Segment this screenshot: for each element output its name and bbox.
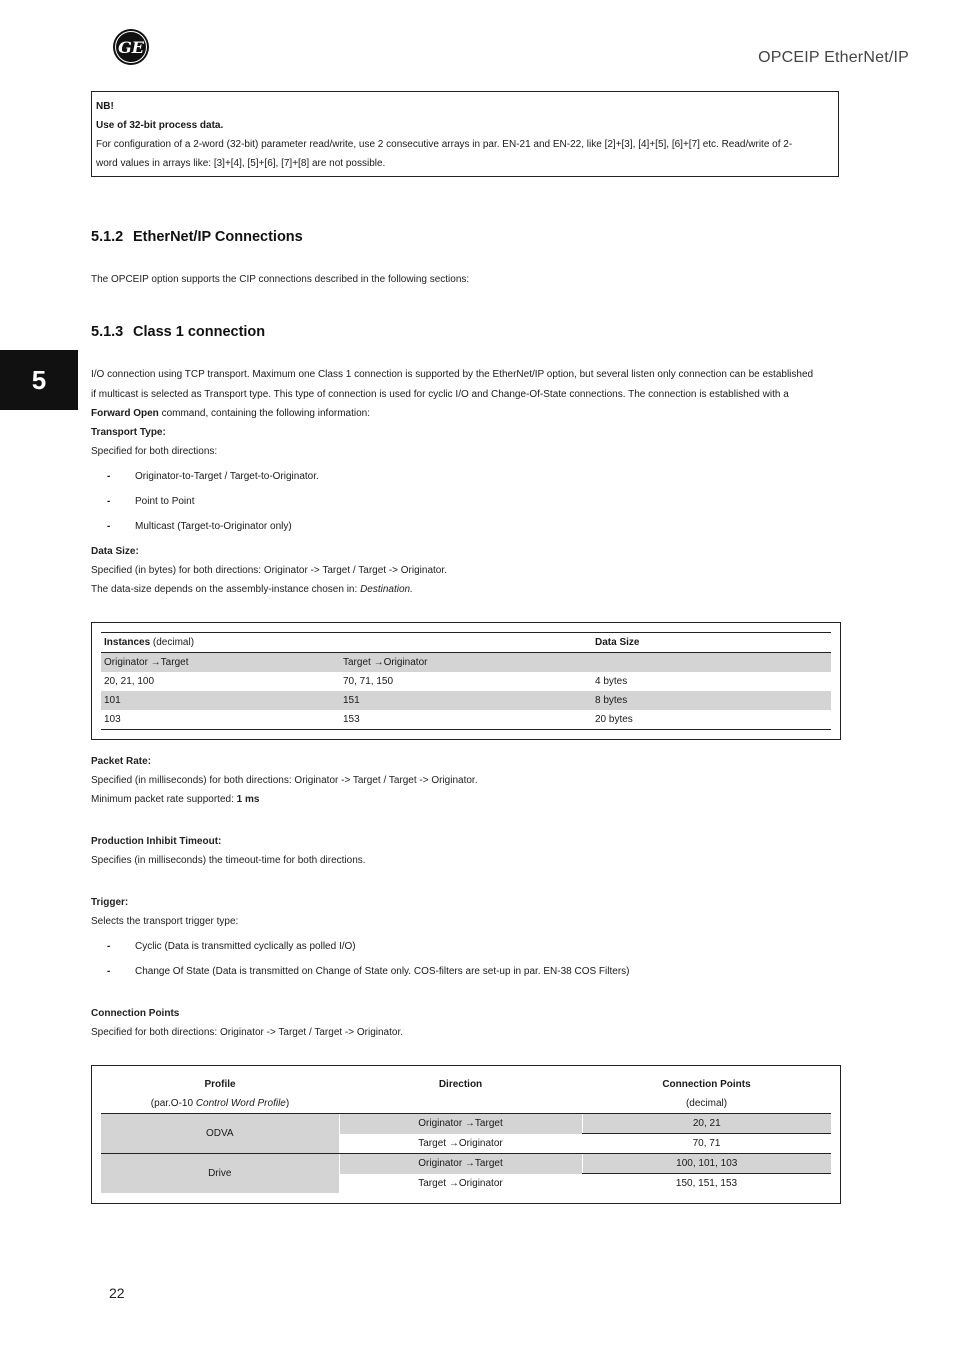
subheader-ot: Originator →Target (101, 653, 340, 673)
chapter-tab: 5 (0, 350, 78, 410)
packet-heading: Packet Rate: (91, 756, 152, 767)
packet-line-1: Specified (in milliseconds) for both directions: Originator -> Target / Target -> Originator. (91, 775, 478, 786)
list-item: - Change Of State (Data is transmitted on Change of State only. COS-filters are set-up in par. EN-38 COS Filters) (107, 966, 630, 977)
datasize-line-1: Specified (in bytes) for both directions: Originator -> Target / Target -> Originator. (91, 565, 447, 576)
connection-points-table-box (91, 1065, 841, 1204)
table-row: Drive Originator →Target 100, 101, 103 (101, 1154, 831, 1174)
table-row: 101 151 8 bytes (101, 691, 831, 710)
intro-line-1: I/O connection using TCP transport. Maximum one Class 1 connection is supported by the EtherNet/IP option, but several listen only connection can be established (91, 369, 814, 380)
note-line-2: word values in arrays like: [3]+[4], [5]+[6], [7]+[8] are not possible. (96, 158, 386, 169)
inhibit-text: Specifies (in milliseconds) the timeout-time for both directions. (91, 855, 366, 866)
table-row: 103 153 20 bytes (101, 710, 831, 730)
packet-line-2: Minimum packet rate supported: 1 ms (91, 794, 260, 805)
note-label: NB! (96, 101, 114, 112)
forward-open-term: Forward Open (91, 408, 159, 419)
section-512-text: The OPCEIP option supports the CIP connections described in the following sections: (91, 274, 470, 285)
transport-text: Specified for both directions: (91, 446, 218, 457)
page-number: 22 (109, 1285, 125, 1301)
intro-line-3: Forward Open command, containing the following information: (91, 408, 371, 419)
intro-line-2: if multicast is selected as Transport type. This type of connection is used for cyclic I/O and Change-Of-State connections. The connection is established with a (91, 388, 789, 400)
table-row: Target →Originator 70, 71 (418, 1137, 721, 1149)
subheader-profile: (par.O-10 Control Word Profile) (150, 1098, 290, 1109)
section-512-number: 5.1.2 (91, 229, 124, 245)
list-item: - Multicast (Target-to-Originator only) (107, 521, 292, 532)
trigger-text: Selects the transport trigger type: (91, 916, 239, 927)
section-512-title: EtherNet/IP Connections (133, 229, 303, 245)
note-title: Use of 32-bit process data. (96, 120, 224, 131)
inhibit-heading: Production Inhibit Timeout: (91, 836, 222, 847)
subheader-empty (592, 653, 831, 673)
transport-heading: Transport Type: (91, 427, 166, 438)
list-item: - Cyclic (Data is transmitted cyclically as polled I/O) (107, 941, 356, 952)
header-direction: Direction (438, 1079, 483, 1090)
table-header-row (101, 633, 831, 653)
table-header-row (101, 1075, 831, 1094)
instances-table-box (91, 622, 841, 740)
class1-intro (91, 365, 841, 424)
table-subheader-row (101, 653, 831, 673)
note-box (91, 91, 839, 177)
profile-cell: Drive (101, 1154, 339, 1194)
table-row: ODVA Originator →Target 20, 21 (101, 1114, 831, 1134)
trigger-heading: Trigger: (91, 897, 129, 908)
datasize-heading: Data Size: (91, 546, 139, 557)
header-connection-points: Connection Points (662, 1079, 751, 1090)
header-data-size: Data Size (592, 633, 831, 653)
header-profile: Profile (204, 1079, 236, 1090)
list-item: - Originator-to-Target / Target-to-Originator. (107, 471, 319, 482)
subheader-decimal: (decimal) (685, 1098, 728, 1109)
section-513-number: 5.1.3 (91, 324, 124, 340)
section-513-title: Class 1 connection (133, 324, 266, 340)
table-row: 20, 21, 100 70, 71, 150 4 bytes (104, 676, 628, 687)
svg-text:GE: GE (118, 38, 144, 57)
ge-logo (112, 28, 150, 66)
instances-table (101, 632, 831, 730)
section-513-heading (91, 324, 265, 340)
connection-points-text: Specified for both directions: Originator -> Target / Target -> Originator. (91, 1027, 404, 1038)
datasize-line-2: The data-size depends on the assembly-instance chosen in: Destination. (91, 584, 413, 595)
subheader-to: Target →Originator (340, 653, 592, 673)
note-line-1: For configuration of a 2-word (32-bit) parameter read/write, use 2 consecutive arrays in par. EN-21 and EN-22, like [2]+[3], [4]+[5], [6]+[7] etc. Read/write of 2- (96, 139, 793, 150)
section-512-heading (91, 229, 303, 245)
table-row: Target →Originator 150, 151, 153 (418, 1177, 738, 1189)
table-subheader-row (101, 1094, 831, 1114)
connection-points-heading: Connection Points (91, 1008, 180, 1019)
connection-points-table (101, 1075, 831, 1193)
header-instances: Instances (decimal) (101, 633, 592, 653)
header-title: OPCEIP EtherNet/IP (758, 49, 909, 66)
list-item: - Point to Point (107, 496, 195, 507)
profile-cell: ODVA (101, 1114, 339, 1154)
